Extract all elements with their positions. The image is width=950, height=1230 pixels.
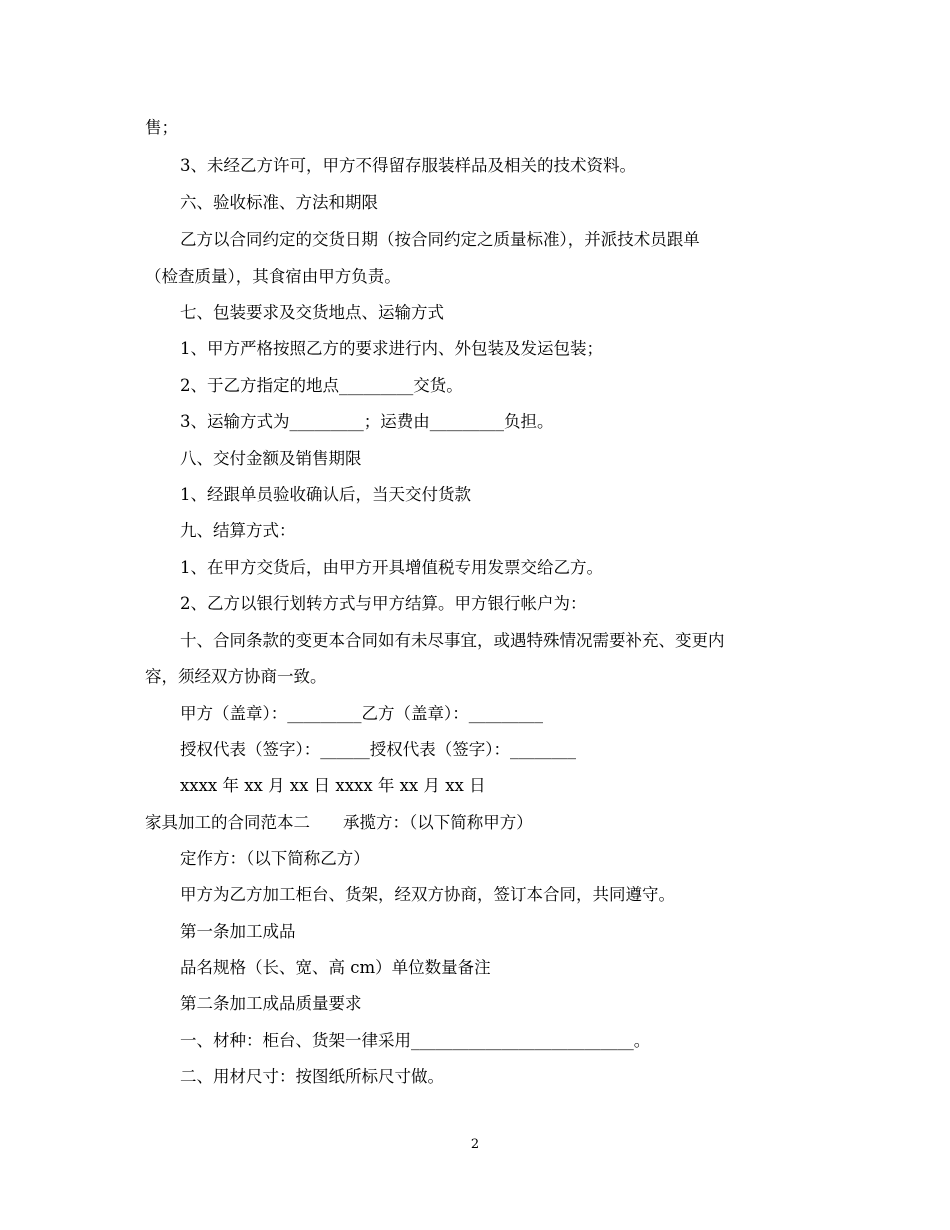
contract-title-line: 家具加工的合同范本二 承揽方：（以下简称甲方） — [145, 813, 533, 832]
signature-line-representative: 授权代表（签字）：______授权代表（签字）：________ — [180, 740, 576, 759]
text-line-9: 3、运输方式为_________；运费由_________负担。 — [180, 412, 554, 431]
article-heading-2: 第二条加工成品质量要求 — [180, 994, 362, 1013]
text-line-22: 甲方为乙方加工柜台、货架，经双方协商，签订本合同，共同遵守。 — [180, 885, 675, 904]
section-heading-8: 八、交付金额及销售期限 — [180, 449, 362, 468]
date-line: xxxx 年 xx 月 xx 日 xxxx 年 xx 月 xx 日 — [180, 776, 486, 795]
article-heading-1: 第一条加工成品 — [180, 922, 296, 941]
text-line-14: 2、乙方以银行划转方式与甲方结算。甲方银行帐户为： — [180, 594, 587, 613]
page-number: 2 — [470, 1137, 480, 1152]
section-heading-7: 七、包装要求及交货地点、运输方式 — [180, 303, 444, 322]
text-line-24: 品名规格（长、宽、高 cm）单位数量备注 — [180, 958, 491, 977]
text-line-8: 2、于乙方指定的地点_________交货。 — [180, 376, 463, 395]
section-heading-10: 十、合同条款的变更本合同如有未尽事宜，或遇特殊情况需要补充、变更内 — [180, 631, 725, 650]
text-line-1: 售； — [145, 118, 178, 137]
section-heading-9: 九、结算方式： — [180, 521, 296, 540]
text-line-26: 一、材种：柜台、货架一律采用___________________________。 — [180, 1031, 651, 1050]
text-line-2: 3、未经乙方许可，甲方不得留存服装样品及相关的技术资料。 — [180, 156, 636, 175]
text-line-4: 乙方以合同约定的交货日期（按合同约定之质量标准），并派技术员跟单 — [180, 230, 700, 249]
text-line-5: （检查质量），其食宿由甲方负责。 — [145, 267, 401, 286]
text-line-7: 1、甲方严格按照乙方的要求进行内、外包装及发运包装； — [180, 339, 603, 358]
signature-line-seal: 甲方（盖章）：_________乙方（盖章）：_________ — [180, 704, 543, 723]
text-line-21: 定作方：（以下简称乙方） — [180, 849, 370, 868]
section-heading-6: 六、验收标准、方法和期限 — [180, 193, 378, 212]
text-line-13: 1、在甲方交货后，由甲方开具增值税专用发票交给乙方。 — [180, 558, 603, 577]
text-line-16: 容，须经双方协商一致。 — [145, 667, 327, 686]
text-line-27: 二、用材尺寸：按图纸所标尺寸做。 — [180, 1067, 444, 1086]
text-line-11: 1、经跟单员验收确认后，当天交付货款 — [180, 485, 471, 504]
